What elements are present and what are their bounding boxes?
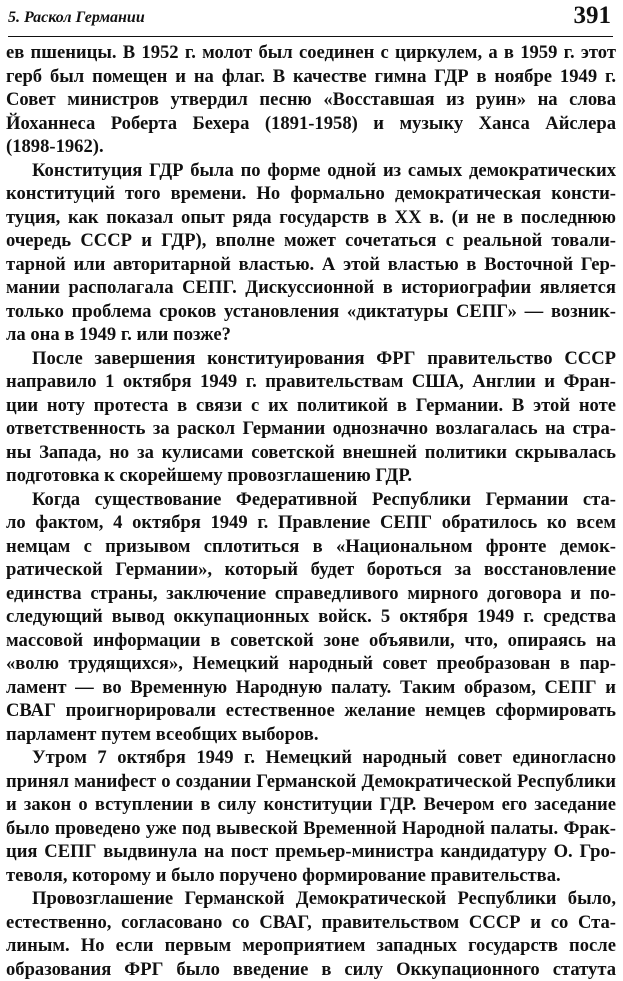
text-line: тарной или авторитарной властью. А этой властью в Восточной Гер-	[6, 253, 616, 277]
text-line: ратической Германии», который будет бороться за восстановление	[6, 558, 616, 582]
text-line: ло фактом, 4 октября 1949 г. Правление СЕПГ обратилось ко всем	[6, 511, 616, 535]
text-line: было проведено уже под вывеской Временной Народной палаты. Фрак-	[6, 817, 616, 841]
text-line: и закон о вступлении в силу конституции ГДР. Вечером его заседание	[6, 793, 616, 817]
body-text	[6, 41, 616, 981]
text-line: «волю трудящихся», Немецкий народный совет преобразован в пар-	[6, 652, 616, 676]
text-line: принял манифест о создании Германской Демократической Республики	[6, 770, 616, 794]
text-line: ны Запада, но за кулисами советской внешней политики скрывалась	[6, 441, 616, 465]
text-line: Когда существование Федеративной Республики Германии ста-	[6, 488, 616, 512]
text-line: Конституция ГДР была по форме одной из самых демократических	[6, 159, 616, 183]
text-line: очередь СССР и ГДР), вполне может сочетаться с реальной товали-	[6, 229, 616, 253]
text-line: ответственность за раскол Германии однозначно возлагалась на стра-	[6, 417, 616, 441]
page-number: 391	[574, 2, 612, 30]
text-line: направило 1 октября 1949 г. правительствам США, Англии и Фран-	[6, 370, 616, 394]
text-line: массовой информации в советской зоне объявили, что, опираясь на	[6, 629, 616, 653]
text-line: СВАГ проигнорировали естественное желание немцев сформировать	[6, 699, 616, 723]
text-line: мании располагала СЕПГ. Дискуссионной в историографии является	[6, 276, 616, 300]
text-line: Йоханнеса Роберта Бехера (1891-1958) и музыку Ханса Айслера	[6, 112, 616, 136]
text-line: ев пшеницы. В 1952 г. молот был соединен с циркулем, а в 1959 г. этот	[6, 41, 616, 65]
text-line: ции ноту протеста в связи с их политикой в Германии. В этой ноте	[6, 394, 616, 418]
text-line: естественно, согласовано со СВАГ, правительством СССР и со Ста-	[6, 911, 616, 935]
text-line: ция СЕПГ выдвинула на пост премьер-министра кандидатуру О. Гро-	[6, 840, 616, 864]
text-line: следующий вывод оккупационных войск. 5 октября 1949 г. средства	[6, 605, 616, 629]
page-header	[8, 2, 613, 37]
text-line: Совет министров утвердил песню «Восставшая из руин» на слова	[6, 88, 616, 112]
text-line: линым. Но если первым мероприятием западных государств после	[6, 934, 616, 958]
text-line: конституций того времени. Но формально демократическая консти-	[6, 182, 616, 206]
text-line: подготовка к скорейшему провозглашению ГДР.	[6, 464, 616, 488]
text-line: туция, как показал опыт ряда государств в XX в. (и не в последнюю	[6, 206, 616, 230]
text-line: единства страны, заключение справедливого мирного договора и по-	[6, 582, 616, 606]
text-line: только проблема сроков установления «диктатуры СЕПГ» — возник-	[6, 300, 616, 324]
text-line: ламент — во Временную Народную палату. Таким образом, СЕПГ и	[6, 676, 616, 700]
text-line: теволя, которому и было поручено формирование правительства.	[6, 864, 616, 888]
text-line: немцам с призывом сплотиться в «Национальном фронте демок-	[6, 535, 616, 559]
text-line: (1898-1962).	[6, 135, 616, 159]
text-line: образования ФРГ было введение в силу Оккупационного статута	[6, 958, 616, 981]
text-line: парламент путем всеобщих выборов.	[6, 723, 616, 747]
text-line: Провозглашение Германской Демократической Республики было,	[6, 887, 616, 911]
running-title: 5. Раскол Германии	[8, 9, 145, 27]
text-line: После завершения конституирования ФРГ правительство СССР	[6, 347, 616, 371]
text-line: Утром 7 октября 1949 г. Немецкий народный совет единогласно	[6, 746, 616, 770]
text-line: герб был помещен и на флаг. В качестве гимна ГДР в ноябре 1949 г.	[6, 65, 616, 89]
text-line: ла она в 1949 г. или позже?	[6, 323, 616, 347]
